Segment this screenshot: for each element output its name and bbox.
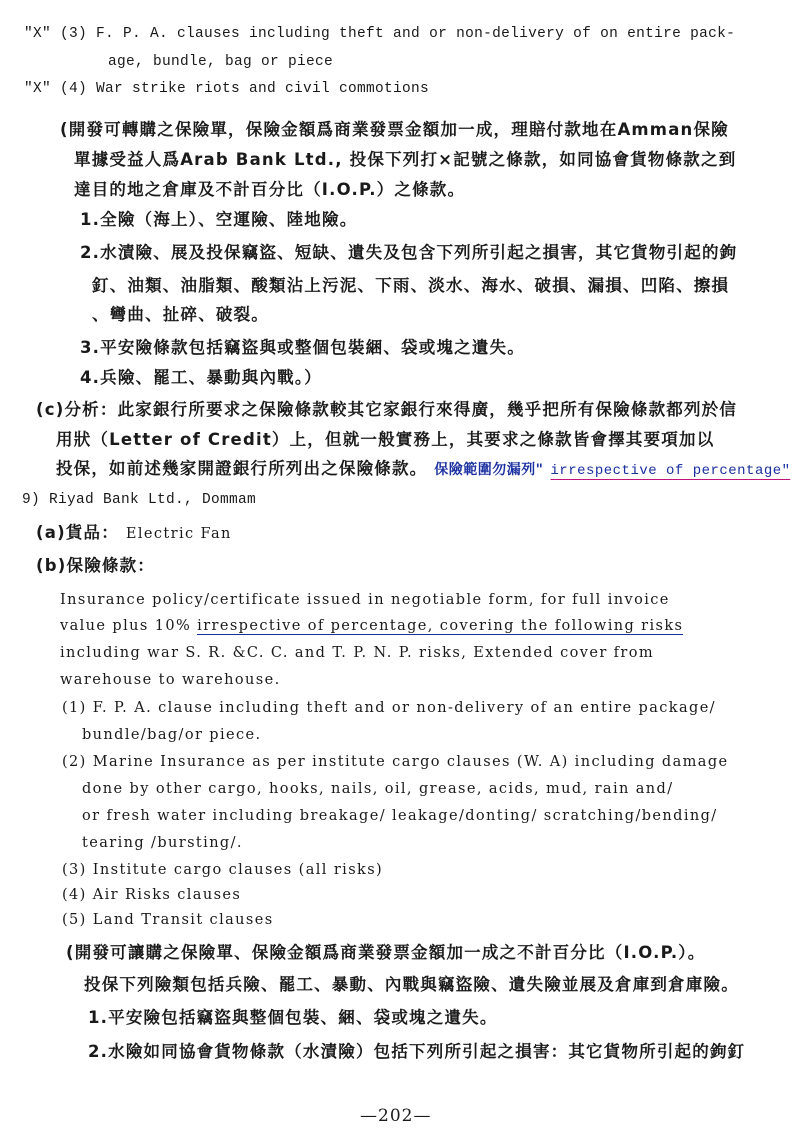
chinese-list-item: 3.平安險條款包括竊盜與或整個包裝綑、袋或塊之遺失。 — [80, 338, 525, 357]
chinese-paragraph-line: (開發可讓購之保險單、保險金額爲商業發票金額加一成之不計百分比（I.O.P.）。 — [66, 943, 706, 962]
chinese-paragraph-line: 單據受益人爲Arab Bank Ltd., 投保下列打×記號之條款，如同協會貨物條款之到 — [74, 150, 737, 169]
english-clause-line: Insurance policy/certificate issued in negotiable form, for full invoice — [60, 592, 670, 608]
goods-value: Electric Fan — [125, 526, 232, 542]
item-goods — [36, 523, 232, 544]
analysis-line: 用狀（Letter of Credit）上，但就一般實務上，其要求之條款皆會擇其要項加以 — [56, 430, 715, 449]
english-clause-line — [60, 616, 683, 636]
annotation-note: 保險範圍勿漏列" — [434, 462, 544, 478]
english-clause-line: (1) F. P. A. clause including theft and or non-delivery of an entire package/ — [62, 700, 716, 716]
english-clause-line: (5) Land Transit clauses — [62, 912, 274, 928]
english-clause-line: warehouse to warehouse. — [60, 672, 281, 688]
clause-line: age, bundle, bag or piece — [108, 54, 334, 70]
chinese-list-item: 1.全險（海上）、空運險、陸地險。 — [80, 210, 358, 229]
chinese-list-item: 1.平安險包括竊盜與整個包裝、綑、袋或塊之遺失。 — [88, 1008, 498, 1027]
english-clause-line: done by other cargo, hooks, nails, oil, grease, acids, mud, rain and/ — [82, 781, 674, 797]
bank-heading: 9) Riyad Bank Ltd., Dommam — [22, 492, 257, 508]
chinese-paragraph-line: 投保下列險類包括兵險、罷工、暴動、內戰與竊盜險、遺失險並展及倉庫到倉庫險。 — [84, 975, 739, 994]
chinese-list-item: 釘、油類、油脂類、酸類沾上污泥、下雨、淡水、海水、破損、漏損、凹陷、擦損 — [92, 276, 730, 295]
chinese-list-item: 2.水險如同協會貨物條款（水漬險）包括下列所引起之損害：其它貨物所引起的鉤釘 — [88, 1042, 746, 1061]
clause-line: "X" (4) War strike riots and civil commotions — [24, 81, 430, 97]
english-clause-line: (4) Air Risks clauses — [62, 887, 242, 903]
chinese-list-item: 4.兵險、罷工、暴動與內戰。） — [80, 368, 322, 387]
english-clause-line: (2) Marine Insurance as per institute cargo clauses (W. A) including damage — [62, 754, 729, 770]
goods-label: (a)貨品： — [36, 523, 119, 542]
english-clause-line: tearing /bursting/. — [82, 835, 243, 851]
page-number: —202— — [360, 1106, 432, 1126]
chinese-list-item: 、彎曲、扯碎、破裂。 — [92, 305, 269, 324]
annotation-highlight: irrespective of percentage" — [550, 463, 791, 479]
english-clause-line: including war S. R. &C. C. and T. P. N. P. risks, Extended cover from — [60, 645, 655, 661]
chinese-list-item: 2.水漬險、展及投保竊盜、短缺、遺失及包含下列所引起之損害，其它貨物引起的鉤 — [80, 243, 738, 262]
chinese-paragraph-line: 達目的地之倉庫及不計百分比（I.O.P.）之條款。 — [74, 180, 466, 199]
english-clause-line: bundle/bag/or piece. — [82, 727, 262, 743]
chinese-paragraph-line: (開發可轉購之保險單，保險金額爲商業發票金額加一成，理賠付款地在Amman保險 — [60, 120, 729, 139]
underlined-phrase: irrespective of percentage, covering the following risks — [197, 618, 684, 634]
clause-line: "X" (3) F. P. A. clauses including theft and or non-delivery of on entire pack- — [24, 26, 736, 42]
clause-text: value plus 10% — [60, 618, 198, 634]
analysis-line: (c)分析：此家銀行所要求之保險條款較其它家銀行來得廣，幾乎把所有保險條款都列於信 — [36, 400, 738, 419]
english-clause-line: or fresh water including breakage/ leakage/donting/ scratching/bending/ — [82, 808, 718, 824]
english-clause-line: (3) Institute cargo clauses (all risks) — [62, 862, 384, 878]
analysis-line — [56, 459, 791, 481]
analysis-text: 投保，如前述幾家開證銀行所列出之保險條款。 — [56, 459, 428, 478]
item-insurance-heading: (b)保險條款： — [36, 556, 155, 575]
